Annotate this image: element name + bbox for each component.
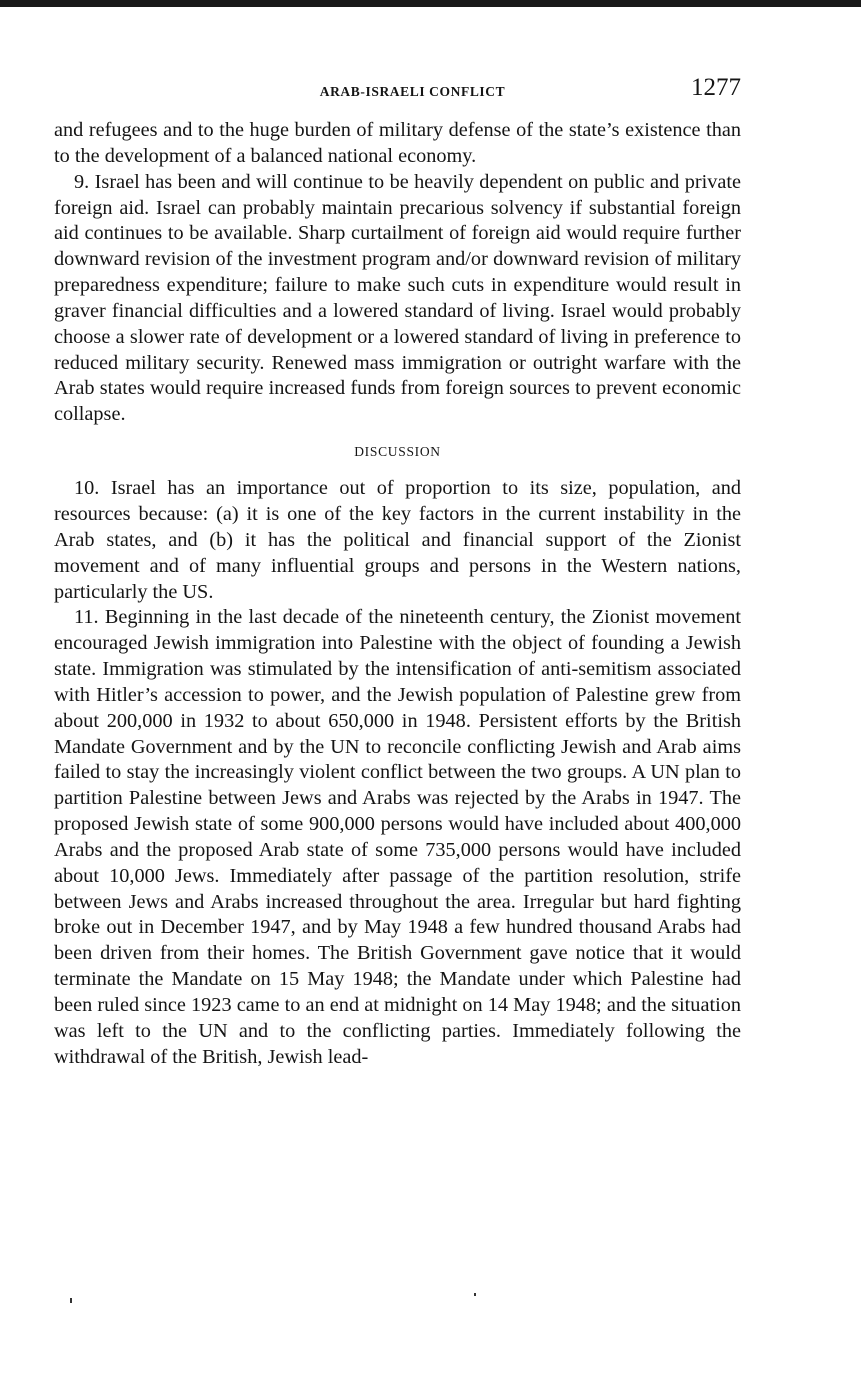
body-text <box>54 118 741 1071</box>
paragraph-9 <box>54 170 741 428</box>
paragraph-number: 9. <box>74 170 90 193</box>
paragraph-number: 10. <box>74 477 100 500</box>
scan-speck <box>70 1298 72 1303</box>
paragraph-text: Israel has an importance out of proportion to its size, population, and resources because: (a) it is one of the key factors in the current instability in the Arab states, and (b) it has the political and financial support of the Zionist movement and of many influential groups and persons in the Western nations, particularly the US. <box>54 477 741 603</box>
top-edge-rule <box>0 0 861 7</box>
continuation-paragraph: and refugees and to the huge burden of military defense of the state’s existence than to the development of a balanced national economy. <box>54 119 741 167</box>
document-page <box>54 74 741 1071</box>
scan-speck <box>474 1293 476 1296</box>
paragraph-text: Israel has been and will continue to be heavily dependent on public and private foreign aid. Israel can probably maintain precarious solvency if substantial foreign aid continues to be available. Sharp curtailment of foreign aid would require further downward revision of the investment program and/or downward revision of military preparedness expenditure; failure to make such cuts in expenditure would result in graver financial difficulties and a lowered standard of living. Israel would probably choose a slower rate of development or a lowered standard of living in preference to reduced military security. Renewed mass immigration or outright warfare with the Arab states would require increased funds from foreign sources to prevent economic collapse. <box>54 170 741 426</box>
paragraph-11 <box>54 605 741 1070</box>
running-title: ARAB-ISRAELI CONFLICT <box>319 84 506 99</box>
paragraph-text: Beginning in the last decade of the nineteenth century, the Zionist movement encouraged Jewish immigration into Palestine with the object of founding a Jewish state. Immigration was stimulated by the intensification of anti-semitism associated with Hitler’s accession to power, and the Jewish population of Palestine grew from about 200,000 in 1932 to about 650,000 in 1948. Persistent efforts by the British Mandate Government and by the UN to reconcile conflicting Jewish and Arab aims failed to stay the increasingly violent conflict between the two groups. A UN plan to partition Palestine between Jews and Arabs was rejected by the Arabs in 1947. The proposed Jewish state of some 900,000 persons would have included about 400,000 Arabs and the proposed Arab state of some 735,000 persons would have included about 10,000 Jews. Immediately after passage of the partition resolution, strife between Jews and Arabs increased throughout the area. Irregular but hard fighting broke out in December 1947, and by May 1948 a few hundred thousand Arabs had been driven from their homes. The British Government gave notice that it would terminate the Mandate on 15 May 1948; the Mandate under which Palestine had been ruled since 1923 came to an end at midnight on 14 May 1948; and the situation was left to the UN and to the conflicting parties. Immediately following the withdrawal of the British, Jewish lead- <box>54 606 741 1068</box>
page-number: 1277 <box>691 74 741 101</box>
running-header <box>54 74 741 118</box>
section-heading: DISCUSSION <box>354 444 441 460</box>
paragraph-10 <box>54 476 741 605</box>
paragraph-number: 11. <box>74 606 99 629</box>
